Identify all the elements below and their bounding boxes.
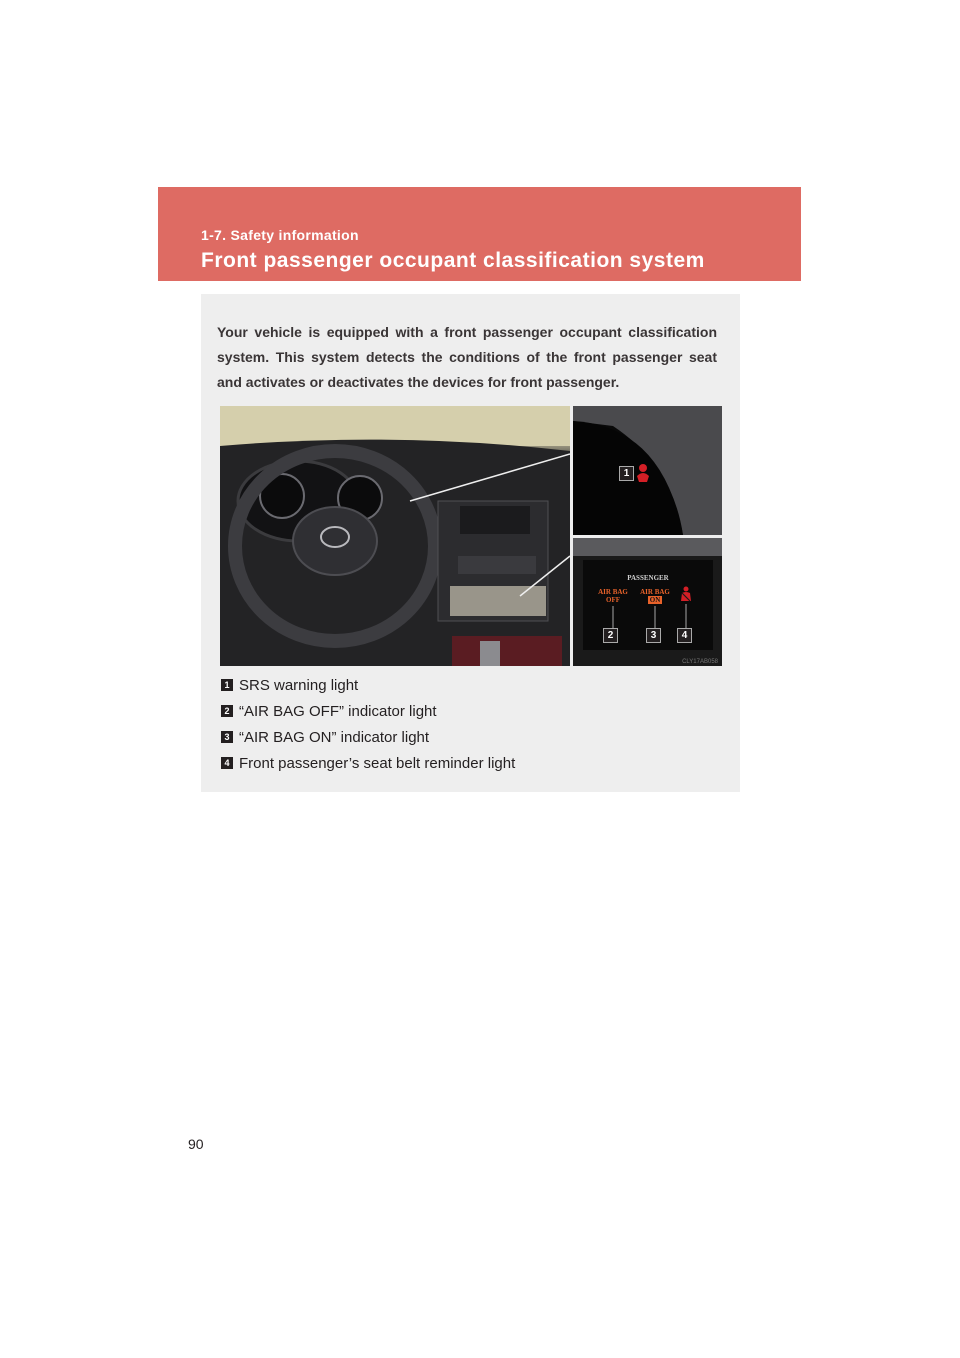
legend-list bbox=[221, 672, 721, 776]
airbag-off-line2: OFF bbox=[606, 596, 620, 604]
legend-item bbox=[221, 750, 721, 776]
dashboard-photo bbox=[220, 406, 570, 666]
dashboard-illustration bbox=[220, 406, 570, 666]
figure-code: CLY17AB058 bbox=[682, 659, 718, 665]
callout-3: 3 bbox=[646, 628, 661, 643]
info-panel bbox=[201, 294, 740, 792]
legend-label: “AIR BAG OFF” indicator light bbox=[239, 702, 437, 720]
passenger-airbag-inset bbox=[573, 538, 722, 666]
intro-paragraph: Your vehicle is equipped with a front passenger occupant classification system. This system detects the conditions of the front passenger seat and activates or deactivates the devices for front passenger. bbox=[217, 324, 717, 390]
legend-item bbox=[221, 672, 721, 698]
section-header bbox=[158, 187, 801, 281]
airbag-on-line2: ON bbox=[649, 596, 661, 604]
srs-warning-inset bbox=[573, 406, 722, 535]
legend-item bbox=[221, 724, 721, 750]
page-title: Front passenger occupant classification system bbox=[201, 249, 705, 272]
legend-item bbox=[221, 698, 721, 724]
meter-illustration bbox=[573, 406, 722, 535]
section-label: 1-7. Safety information bbox=[201, 227, 359, 243]
airbag-off-line1: AIR BAG bbox=[598, 588, 628, 596]
callout-1: 1 bbox=[619, 466, 634, 481]
callout-2: 2 bbox=[603, 628, 618, 643]
page-number: 90 bbox=[188, 1136, 204, 1152]
legend-label: Front passenger’s seat belt reminder light bbox=[239, 754, 516, 772]
panel-heading: PASSENGER bbox=[627, 574, 669, 582]
legend-number: 4 bbox=[221, 757, 233, 769]
legend-number: 2 bbox=[221, 705, 233, 717]
legend-number: 3 bbox=[221, 731, 233, 743]
callout-4: 4 bbox=[677, 628, 692, 643]
legend-number: 1 bbox=[221, 679, 233, 691]
airbag-on-line1: AIR BAG bbox=[640, 588, 670, 596]
srs-warning-icon bbox=[639, 464, 647, 472]
legend-label: SRS warning light bbox=[239, 676, 359, 694]
callout-leader-lines bbox=[573, 538, 722, 666]
legend-label: “AIR BAG ON” indicator light bbox=[239, 728, 430, 746]
